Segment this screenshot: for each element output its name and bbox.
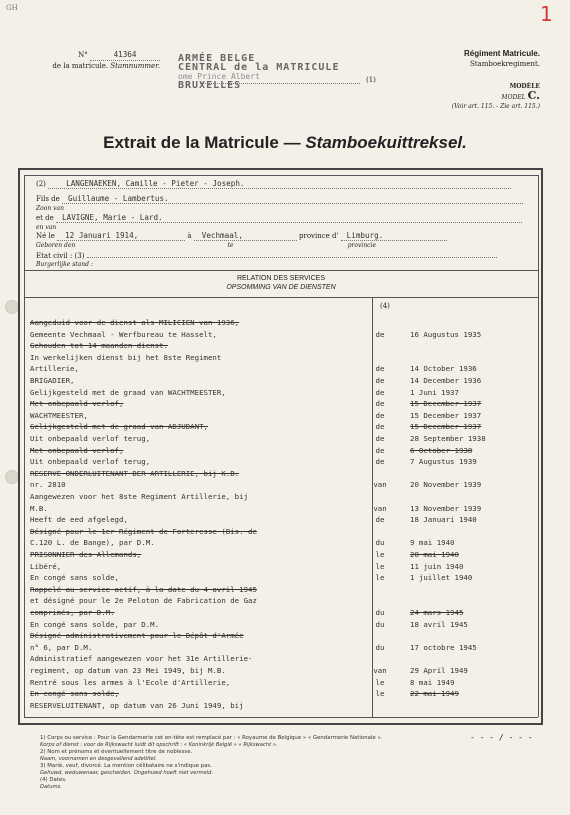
service-date: 13 November 1939	[410, 503, 482, 513]
footnote-3-nl: Gehuwd, weduwenaar, gescheiden. Ongehuwd hoeft niet vermeld.	[40, 770, 214, 776]
identity-mother-row	[36, 214, 522, 232]
at-label-nl: te	[227, 242, 234, 249]
service-preposition: de	[375, 329, 385, 339]
name-label: (2)	[36, 180, 46, 188]
punch-hole-bottom	[5, 470, 19, 484]
model-ref: (Voir art. 115. - Zie art. 115.)	[451, 103, 540, 110]
service-row	[30, 364, 538, 375]
title-separator: —	[278, 133, 306, 152]
service-date: 20 November 1939	[410, 480, 482, 490]
service-text: M.B.	[30, 503, 48, 513]
archive-stamp	[178, 54, 339, 90]
service-preposition: de	[375, 399, 385, 409]
service-preposition: du	[375, 608, 385, 617]
service-text: In werkelijken dienst bij het 8ste Regiment	[30, 352, 222, 362]
service-preposition: de	[375, 422, 385, 432]
regiment-title-nl: Stamboekregiment.	[469, 60, 540, 68]
matricule-label-nl: Stamnummer.	[110, 62, 160, 70]
service-preposition: du	[375, 538, 385, 548]
service-row	[30, 666, 538, 677]
service-row	[30, 585, 538, 596]
service-date: 8 mai 1949	[410, 677, 455, 687]
service-date: 15 December 1937	[410, 410, 482, 420]
service-row	[30, 480, 538, 491]
service-row	[30, 504, 538, 515]
service-row	[30, 330, 538, 341]
service-text: Gemeente Vechmaal - Werfbureau te Hasselt,	[30, 329, 217, 339]
service-row	[30, 457, 538, 468]
note-1-marker: (1)	[366, 76, 376, 84]
service-text: Uit onbepaald verlof terug,	[30, 434, 151, 443]
service-text: En congé sans solde, par D.M.	[30, 619, 160, 629]
red-handwritten-mark: 1	[540, 2, 553, 26]
service-preposition: de	[375, 515, 385, 525]
service-text: Rappelé au service actif, à la date du 4 avril 1945	[30, 584, 257, 594]
service-date: 18 avril 1945	[410, 619, 468, 629]
service-row	[30, 689, 538, 700]
service-date: 6 October 1938	[410, 445, 473, 455]
identity-civil-row	[36, 251, 497, 269]
service-row	[30, 654, 538, 665]
service-preposition: de	[375, 376, 385, 385]
frame-inner-bottom	[24, 717, 538, 718]
service-text: regiment, op datum van 23 Mei 1949, bij M.B.	[30, 666, 226, 675]
service-text: Administratief aangewezen voor het 31e Artillerie-	[30, 654, 253, 664]
services-heading-fr: RELATION DES SERVICES	[236, 275, 326, 282]
born-label-nl: Geboren den	[36, 242, 76, 249]
service-date: 15 December 1937	[410, 399, 482, 409]
service-date: 9 mai 1940	[410, 538, 455, 548]
born-label: Né le	[36, 232, 55, 240]
service-text: Met onbepaald verlof,	[30, 399, 124, 409]
identity-son-row	[36, 195, 523, 213]
footnote-2	[40, 749, 540, 763]
model-label: MODÈLE	[509, 83, 540, 90]
service-text: En congé sans solde,	[30, 689, 119, 699]
service-date: 1 juillet 1940	[410, 573, 473, 583]
matricule-number-block	[20, 50, 160, 71]
prov-label: province d'	[299, 232, 339, 240]
service-preposition: van	[373, 480, 387, 490]
service-date: 24 mars 1945	[410, 608, 464, 617]
footnotes	[40, 735, 540, 791]
and-label: et de	[36, 214, 54, 222]
footnote-4-fr: (4) Dates.	[40, 777, 67, 783]
service-text: n° 6, par D.M.	[30, 642, 93, 652]
service-preposition: de	[375, 364, 385, 374]
title-nl: Stamboekuittreksel.	[305, 133, 467, 152]
service-date: 18 Januari 1940	[410, 515, 477, 525]
service-row	[30, 422, 538, 433]
punch-hole-top	[5, 300, 19, 314]
identity-bottom-line	[24, 270, 538, 271]
footnote-1-nl: Korps of dienst : voor de Rijkswacht luidt dit opschrift : « Koninkrijk België » « Rijkswacht ».	[40, 742, 278, 748]
service-preposition: du	[375, 642, 385, 652]
service-text: Rentré sous les armes à l'Ecole d'Artillerie,	[30, 677, 231, 687]
service-text: Aangeduid voor de dienst als MILICIEN van 1936,	[30, 318, 240, 327]
corner-code: GH	[6, 4, 18, 12]
number-label: N°	[78, 51, 88, 59]
prov-value: Limburg.	[341, 232, 447, 241]
model-letter: C.	[527, 89, 540, 102]
service-date: 28 September 1938	[410, 434, 486, 443]
footnote-1-fr: 1) Corps ou service : Pour la Gendarmerie cet en-tête est remplacé par : « Royaume de Belgique » « Gendarmerie Nationale ».	[40, 735, 383, 741]
continued-marker: - - - / - - -	[470, 733, 533, 742]
service-text: WACHTMEESTER,	[30, 410, 88, 420]
service-text: En congé sans solde,	[30, 573, 119, 583]
service-text: BRIGADIER,	[30, 376, 75, 385]
prov-label-nl: provincie	[347, 242, 377, 249]
service-row	[30, 596, 538, 607]
service-text: RESERVE-ONDERLUITENANT DER ARTILLERIE, bij K.B.	[30, 468, 240, 478]
service-row	[30, 527, 538, 538]
stamp-line-4: BRUXELLES	[178, 80, 242, 91]
civil-label: Etat civil : (3)	[36, 252, 85, 260]
service-row	[30, 678, 538, 689]
footnote-2-fr: 2) Nom et prénoms et éventuellement titre de noblesse.	[40, 749, 193, 755]
page-title	[0, 133, 570, 153]
and-value: LAVIGNE, Marie - Lard.	[56, 214, 522, 223]
service-preposition: du	[375, 619, 385, 629]
frame-inner-left	[24, 175, 25, 717]
service-date: 1 Juni 1937	[410, 387, 459, 397]
footnote-4	[40, 777, 540, 791]
service-row	[30, 643, 538, 654]
identity-name-row	[36, 180, 511, 189]
service-date: 17 octobre 1945	[410, 642, 477, 652]
service-preposition: de	[375, 434, 385, 443]
civil-value-line	[87, 251, 497, 258]
service-row	[30, 411, 538, 422]
service-row	[30, 608, 538, 619]
footnote-3-fr: 3) Marié, veuf, divorcé. La mention célibataire ne s'indique pas.	[40, 763, 212, 769]
services-header-line	[24, 297, 538, 298]
service-date: 28 mai 1940	[410, 550, 459, 559]
son-label: Fils de	[36, 195, 60, 203]
footnote-4-nl: Datums.	[40, 784, 62, 790]
service-text: Heeft de eed afgelegd,	[30, 515, 128, 525]
footnote-3	[40, 763, 540, 777]
service-row	[30, 562, 538, 573]
service-row	[30, 388, 538, 399]
service-row	[30, 573, 538, 584]
service-preposition: van	[373, 666, 387, 675]
service-row	[30, 434, 538, 445]
regiment-title: Régiment Matricule.	[463, 49, 540, 58]
at-label: à	[187, 232, 192, 240]
service-text: C.120 L. de Bange), par D.M.	[30, 538, 155, 548]
civil-label-nl: Burgerlijke stand :	[36, 261, 93, 268]
son-value: Guillaume - Lambertus.	[62, 195, 523, 204]
service-date: 22 mai 1949	[410, 689, 459, 699]
frame-inner-top	[24, 175, 538, 176]
service-preposition: le	[375, 689, 385, 699]
service-preposition: de	[375, 410, 385, 420]
service-text: Désigné pour le 1er Régiment de Forteresse (Bis. de	[30, 526, 257, 536]
service-text: et désigné pour le 2e Peloton de Fabrication de Gaz	[30, 596, 257, 606]
service-text: Gehouden tot 14 maanden dienst.	[30, 341, 168, 351]
service-preposition: de	[375, 445, 385, 455]
service-row	[30, 399, 538, 410]
footnote-1	[40, 735, 540, 749]
service-row	[30, 376, 538, 387]
service-text: nr. 2810	[30, 480, 66, 490]
service-date: 15 December 1937	[410, 422, 482, 432]
service-date: 16 Augustus 1935	[410, 329, 482, 339]
name-value: LANGENAEKEN, Camille - Pieter - Joseph.	[48, 180, 511, 189]
corps-line	[200, 83, 360, 84]
matricule-label: de la matricule.	[52, 62, 109, 70]
born-value: 12 Januari 1914,	[57, 232, 185, 241]
service-text: Met onbepaald verlof,	[30, 445, 124, 455]
service-date: 7 Augustus 1939	[410, 457, 477, 467]
stamp-line-3: ome Prince Albert	[178, 72, 260, 81]
date-column-label: (4)	[380, 302, 390, 310]
service-row	[30, 550, 538, 561]
service-text: RESERVELUITENANT, op datum van 26 Juni 1949, bij	[30, 700, 244, 710]
service-row	[30, 469, 538, 480]
service-row	[30, 515, 538, 526]
footnote-2-nl: Naam, voornamen en desgevallend adeltitel.	[40, 756, 158, 762]
number-value: 41364	[90, 50, 160, 61]
service-row	[30, 341, 538, 352]
service-text: Uit onbepaald verlof terug,	[30, 457, 151, 467]
at-value: Vechmaal,	[194, 232, 297, 241]
service-row	[30, 620, 538, 631]
service-preposition: le	[375, 550, 385, 559]
identity-birth-row	[36, 232, 447, 250]
son-label-nl: Zoon van	[36, 205, 64, 212]
service-text: Aangewezen voor het 8ste Regiment Artillerie, bij	[30, 492, 249, 501]
service-preposition: le	[375, 561, 385, 571]
service-preposition: de	[375, 457, 385, 467]
service-preposition: de	[375, 387, 385, 397]
service-preposition: le	[375, 573, 385, 583]
service-date: 14 October 1936	[410, 364, 477, 374]
service-row	[30, 631, 538, 642]
service-row	[30, 353, 538, 364]
service-text: Artillerie,	[30, 364, 79, 374]
service-preposition: le	[375, 677, 385, 687]
service-text: PRISONNIER des Allemands,	[30, 550, 142, 559]
services-heading-nl: OPSOMMING VAN DE DIENSTEN	[226, 284, 336, 291]
service-preposition: van	[373, 503, 387, 513]
service-text: Désigné administrativement pour le Dépôt d'Armée	[30, 631, 244, 641]
stamp-line-2: CENTRAL de la MATRICULE	[178, 62, 340, 73]
service-row	[30, 318, 538, 329]
stamp-line-1: ARMÉE BELGE	[178, 53, 256, 64]
service-text: Libéré,	[30, 561, 62, 571]
service-text: comprimés, par D.M.	[30, 608, 115, 617]
service-date: 11 juin 1940	[410, 561, 464, 571]
service-text: Gelijkgesteld met de graad van WACHTMEESTER,	[30, 387, 226, 397]
service-row	[30, 492, 538, 503]
title-fr: Extrait de la Matricule	[103, 133, 279, 152]
regiment-block	[390, 48, 540, 70]
service-row	[30, 446, 538, 457]
model-block	[430, 82, 540, 111]
service-row	[30, 701, 538, 712]
service-text: Gelijkgesteld met de graad van ADJUDANT,	[30, 422, 208, 432]
model-label-nl: MODEL	[501, 94, 526, 101]
service-date: 14 December 1936	[410, 376, 482, 385]
and-label-nl: en van	[36, 224, 57, 231]
service-date: 29 April 1949	[410, 666, 468, 675]
service-row	[30, 538, 538, 549]
services-heading	[24, 274, 538, 292]
